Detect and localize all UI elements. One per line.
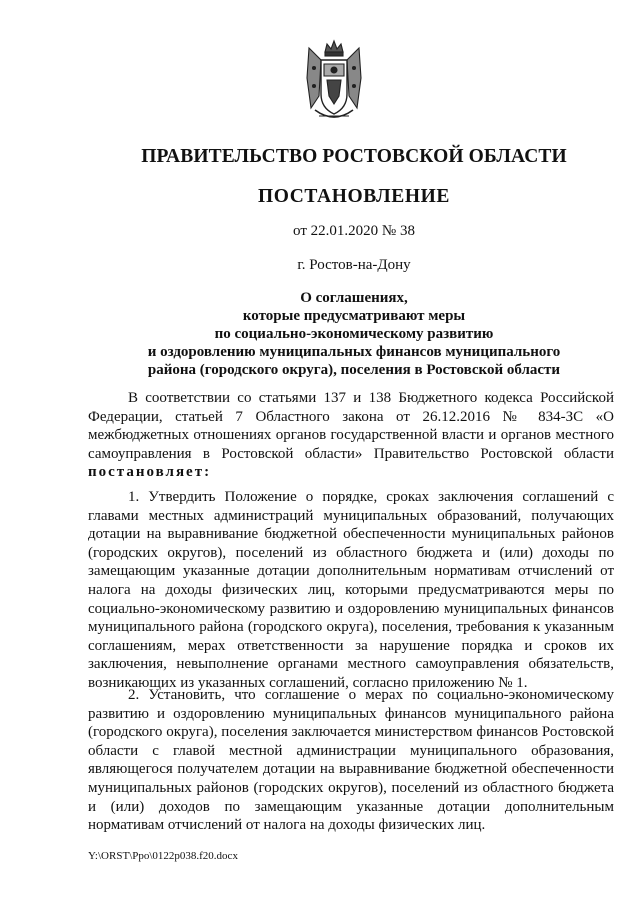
title-line: по социально-экономическому развитию <box>214 326 494 342</box>
paragraph-2 <box>88 686 614 835</box>
title-line: О соглашениях, <box>300 290 408 306</box>
file-path-footer: Y:\ORST\Ppo\0122p038.f20.docx <box>88 850 238 862</box>
preamble-paragraph <box>88 389 614 482</box>
document-date-number: от 22.01.2020 № 38 <box>293 223 415 239</box>
title-line: и оздоровлению муниципальных финансов муниципального <box>147 344 561 360</box>
title-line: района (городского округа), поселения в Ростовской области <box>147 362 561 378</box>
document-type: ПОСТАНОВЛЕНИЕ <box>257 186 451 207</box>
preamble-text: В соответствии со статьями 137 и 138 Бюджетного кодекса Российской Федерации, статьей 7 Областного закона от 26.12.2016 № 834-ЗС «О межбюджетных отношениях органов государственной власти и органов местного самоуправления в Ростовской области» Правительство Ростовской области <box>88 390 614 462</box>
document-title <box>88 289 620 379</box>
paragraph-1 <box>88 488 614 693</box>
preamble-emphasis: постановляет: <box>88 464 212 481</box>
title-line: которые предусматривают меры <box>242 308 466 324</box>
document-city: г. Ростов-на-Дону <box>297 257 411 273</box>
paragraph-text: 2. Установить, что соглашение о мерах по социально-экономическому развитию и оздоровлению муниципальных финансов муниципального района (городского округа), поселения заключается министерством финансов Ростовской области с главой местной администрации муниципального образования, являющегося получателем дотации на выравнивание бюджетной обеспеченности муниципальных районов (городских округов), поселений из областного бюджета и (или) доходов по замещающим указанные дотации дополнительным нормативам отчислений от налога на доходы физических лиц. <box>88 687 614 834</box>
organization-name: ПРАВИТЕЛЬСТВО РОСТОВСКОЙ ОБЛАСТИ <box>141 146 567 167</box>
paragraph-text: 1. Утвердить Положение о порядке, сроках заключения соглашений с главами местных администраций муниципальных образований, получающих дотации на выравнивание бюджетной обеспеченности муниципальных районов (городских округов), поселений из областного бюджета и (или) доходы по замещающим указанные дотации дополнительным нормативам отчислений от налога на доходы физических лиц, которыми предусматриваются меры по социально-экономическому развитию и оздоровлению муниципальных финансов муниципального района (городского округа), поселения, требования к указанным соглашениям, мерах ответственности за нарушение порядка и сроков их заключения, невыполнение органами местного самоуправления обязательств, возникающих из указанных соглашений, согласно приложению № 1. <box>88 489 614 691</box>
coat-of-arms-emblem <box>303 38 365 126</box>
